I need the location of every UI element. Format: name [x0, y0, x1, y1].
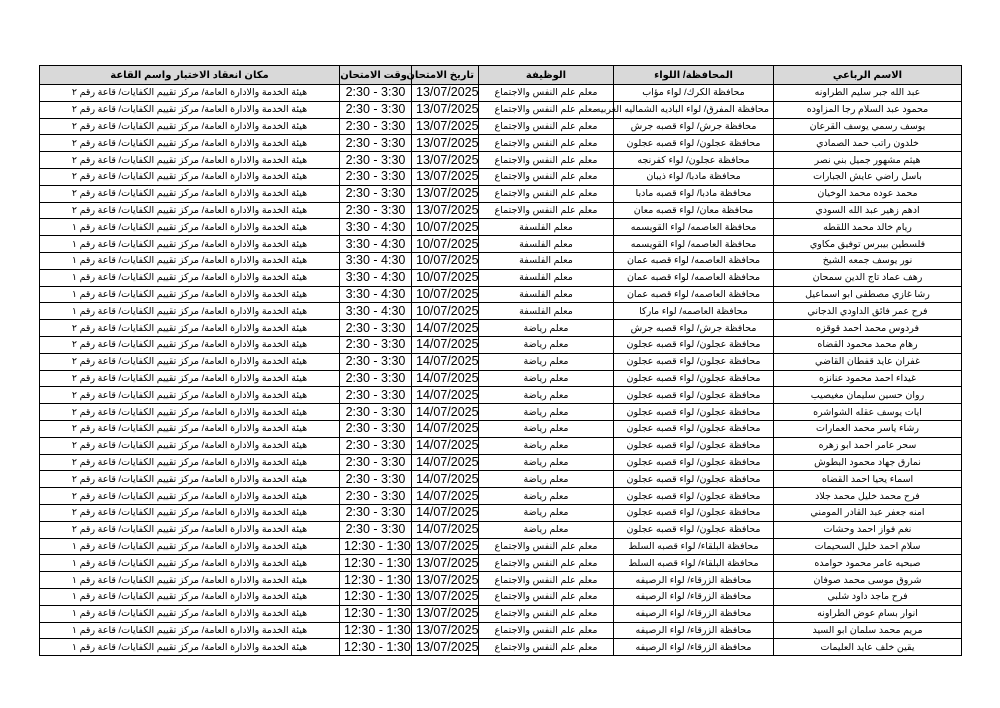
- header-location: مكان انعقاد الاختبار واسم القاعة: [40, 66, 340, 85]
- cell-location: هيئة الخدمة والادارة العامة/ مركز تقييم الكفايات/ قاعة رقم ٢: [40, 404, 340, 421]
- cell-date: 14/07/2025: [412, 387, 479, 404]
- cell-name: رشاء ياسر محمد العمارات: [774, 420, 962, 437]
- cell-date: 14/07/2025: [412, 370, 479, 387]
- cell-date: 10/07/2025: [412, 252, 479, 269]
- table-row: [40, 101, 962, 118]
- cell-location: هيئة الخدمة والادارة العامة/ مركز تقييم الكفايات/ قاعة رقم ٢: [40, 202, 340, 219]
- table-row: [40, 168, 962, 185]
- cell-governorate: محافظة عجلون/ لواء قصبه عجلون: [614, 488, 774, 505]
- cell-location: هيئة الخدمة والادارة العامة/ مركز تقييم الكفايات/ قاعة رقم ١: [40, 252, 340, 269]
- table-row: [40, 437, 962, 454]
- table-row: [40, 286, 962, 303]
- cell-time: 12:30 - 1:30: [340, 588, 412, 605]
- table-row: [40, 622, 962, 639]
- cell-date: 14/07/2025: [412, 420, 479, 437]
- cell-job: معلم علم النفس والاجتماع: [479, 555, 614, 572]
- cell-time: 3:30 - 4:30: [340, 303, 412, 320]
- table-row: [40, 538, 962, 555]
- cell-name: فرح محمد خليل محمد جلاد: [774, 488, 962, 505]
- cell-job: معلم علم النفس والاجتماع: [479, 135, 614, 152]
- table-row: [40, 219, 962, 236]
- header-job: الوظيفة: [479, 66, 614, 85]
- cell-location: هيئة الخدمة والادارة العامة/ مركز تقييم الكفايات/ قاعة رقم ٢: [40, 320, 340, 337]
- table-row: [40, 471, 962, 488]
- cell-job: معلم رياضة: [479, 504, 614, 521]
- cell-time: 12:30 - 1:30: [340, 538, 412, 555]
- cell-name: فلسطين بيبرس توفيق مكاوي: [774, 236, 962, 253]
- cell-name: يقين خلف عايد العليمات: [774, 639, 962, 656]
- cell-location: هيئة الخدمة والادارة العامة/ مركز تقييم الكفايات/ قاعة رقم ٢: [40, 454, 340, 471]
- cell-date: 13/07/2025: [412, 185, 479, 202]
- cell-date: 13/07/2025: [412, 588, 479, 605]
- cell-date: 13/07/2025: [412, 152, 479, 169]
- cell-name: روان حسين سليمان مغيصيب: [774, 387, 962, 404]
- cell-name: ايات يوسف عقله الشواشره: [774, 404, 962, 421]
- cell-governorate: محافظة العاصمه/ لواء قصبه عمان: [614, 286, 774, 303]
- cell-time: 2:30 - 3:30: [340, 118, 412, 135]
- cell-location: هيئة الخدمة والادارة العامة/ مركز تقييم الكفايات/ قاعة رقم ١: [40, 572, 340, 589]
- cell-job: معلم الفلسفة: [479, 269, 614, 286]
- cell-governorate: محافظة الكرك/ لواء مؤاب: [614, 85, 774, 102]
- cell-governorate: محافظة عجلون/ لواء قصبه عجلون: [614, 404, 774, 421]
- cell-location: هيئة الخدمة والادارة العامة/ مركز تقييم الكفايات/ قاعة رقم ٢: [40, 471, 340, 488]
- cell-date: 14/07/2025: [412, 454, 479, 471]
- cell-date: 14/07/2025: [412, 471, 479, 488]
- cell-time: 3:30 - 4:30: [340, 286, 412, 303]
- cell-name: ريام خالد محمد اللقطه: [774, 219, 962, 236]
- cell-time: 2:30 - 3:30: [340, 420, 412, 437]
- cell-date: 13/07/2025: [412, 538, 479, 555]
- cell-location: هيئة الخدمة والادارة العامة/ مركز تقييم الكفايات/ قاعة رقم ٢: [40, 370, 340, 387]
- cell-time: 2:30 - 3:30: [340, 521, 412, 538]
- cell-governorate: محافظة مادبا/ لواء قصبه مادبا: [614, 185, 774, 202]
- cell-date: 14/07/2025: [412, 336, 479, 353]
- table-row: [40, 504, 962, 521]
- cell-location: هيئة الخدمة والادارة العامة/ مركز تقييم الكفايات/ قاعة رقم ٢: [40, 504, 340, 521]
- table-row: [40, 303, 962, 320]
- cell-date: 14/07/2025: [412, 504, 479, 521]
- cell-date: 13/07/2025: [412, 168, 479, 185]
- cell-location: هيئة الخدمة والادارة العامة/ مركز تقييم الكفايات/ قاعة رقم ٢: [40, 521, 340, 538]
- cell-job: معلم علم النفس والاجتماع: [479, 85, 614, 102]
- cell-location: هيئة الخدمة والادارة العامة/ مركز تقييم الكفايات/ قاعة رقم ١: [40, 555, 340, 572]
- cell-governorate: محافظة جرش/ لواء قصبه جرش: [614, 320, 774, 337]
- cell-governorate: محافظة عجلون/ لواء قصبه عجلون: [614, 336, 774, 353]
- cell-governorate: محافظة العاصمه/ لواء القويسمه: [614, 236, 774, 253]
- cell-name: نمارق جهاد محمود البطوش: [774, 454, 962, 471]
- cell-job: معلم رياضة: [479, 454, 614, 471]
- cell-job: معلم علم النفس والاجتماع: [479, 588, 614, 605]
- cell-name: غفران عايد قفطان القاضي: [774, 353, 962, 370]
- cell-time: 2:30 - 3:30: [340, 488, 412, 505]
- cell-name: رهام محمد محمود القضاه: [774, 336, 962, 353]
- cell-time: 12:30 - 1:30: [340, 572, 412, 589]
- cell-date: 10/07/2025: [412, 236, 479, 253]
- cell-date: 14/07/2025: [412, 488, 479, 505]
- cell-job: معلم الفلسفة: [479, 286, 614, 303]
- cell-name: باسل راضي عايش الجبارات: [774, 168, 962, 185]
- cell-date: 13/07/2025: [412, 135, 479, 152]
- cell-time: 12:30 - 1:30: [340, 622, 412, 639]
- table-row: [40, 269, 962, 286]
- cell-job: معلم علم النفس والاجتماع: [479, 118, 614, 135]
- cell-job: معلم رياضة: [479, 353, 614, 370]
- cell-date: 13/07/2025: [412, 555, 479, 572]
- cell-name: يوسف رسمي يوسف القرعان: [774, 118, 962, 135]
- cell-location: هيئة الخدمة والادارة العامة/ مركز تقييم الكفايات/ قاعة رقم ١: [40, 538, 340, 555]
- cell-location: هيئة الخدمة والادارة العامة/ مركز تقييم الكفايات/ قاعة رقم ٢: [40, 101, 340, 118]
- cell-name: خلدون راتب حمد الصمادي: [774, 135, 962, 152]
- cell-time: 2:30 - 3:30: [340, 471, 412, 488]
- table-row: [40, 202, 962, 219]
- cell-governorate: محافظة الزرقاء/ لواء الرصيفه: [614, 605, 774, 622]
- cell-time: 2:30 - 3:30: [340, 320, 412, 337]
- cell-time: 2:30 - 3:30: [340, 202, 412, 219]
- cell-time: 2:30 - 3:30: [340, 185, 412, 202]
- cell-location: هيئة الخدمة والادارة العامة/ مركز تقييم الكفايات/ قاعة رقم ٢: [40, 353, 340, 370]
- cell-governorate: محافظة البلقاء/ لواء قصبه السلط: [614, 538, 774, 555]
- cell-job: معلم رياضة: [479, 320, 614, 337]
- cell-location: هيئة الخدمة والادارة العامة/ مركز تقييم الكفايات/ قاعة رقم ٢: [40, 135, 340, 152]
- header-governorate: المحافظة/ اللواء: [614, 66, 774, 85]
- cell-location: هيئة الخدمة والادارة العامة/ مركز تقييم الكفايات/ قاعة رقم ٢: [40, 420, 340, 437]
- cell-name: غيداء احمد محمود عنانزه: [774, 370, 962, 387]
- cell-location: هيئة الخدمة والادارة العامة/ مركز تقييم الكفايات/ قاعة رقم ١: [40, 588, 340, 605]
- cell-name: شروق موسى محمد صوفان: [774, 572, 962, 589]
- cell-time: 2:30 - 3:30: [340, 101, 412, 118]
- cell-name: فرح ماجد داود شلبي: [774, 588, 962, 605]
- cell-governorate: محافظة العاصمه/ لواء القويسمه: [614, 219, 774, 236]
- cell-date: 14/07/2025: [412, 353, 479, 370]
- header-row: [40, 66, 962, 85]
- cell-date: 10/07/2025: [412, 286, 479, 303]
- cell-location: هيئة الخدمة والادارة العامة/ مركز تقييم الكفايات/ قاعة رقم ٢: [40, 168, 340, 185]
- cell-job: معلم علم النفس والاجتماع: [479, 605, 614, 622]
- cell-job: معلم رياضة: [479, 370, 614, 387]
- cell-name: ادهم زهير عبد الله السودي: [774, 202, 962, 219]
- cell-date: 14/07/2025: [412, 521, 479, 538]
- cell-name: نغم فواز احمد وحشات: [774, 521, 962, 538]
- cell-time: 3:30 - 4:30: [340, 252, 412, 269]
- cell-name: اسماء يحيا احمد القضاه: [774, 471, 962, 488]
- cell-job: معلم رياضة: [479, 488, 614, 505]
- cell-governorate: محافظة عجلون/ لواء قصبه عجلون: [614, 454, 774, 471]
- table-row: [40, 387, 962, 404]
- cell-time: 3:30 - 4:30: [340, 269, 412, 286]
- cell-name: مريم محمد سلمان ابو السيد: [774, 622, 962, 639]
- cell-location: هيئة الخدمة والادارة العامة/ مركز تقييم الكفايات/ قاعة رقم ١: [40, 269, 340, 286]
- cell-governorate: محافظة العاصمه/ لواء قصبه عمان: [614, 269, 774, 286]
- cell-date: 13/07/2025: [412, 622, 479, 639]
- cell-location: هيئة الخدمة والادارة العامة/ مركز تقييم الكفايات/ قاعة رقم ١: [40, 605, 340, 622]
- cell-job: معلم رياضة: [479, 387, 614, 404]
- cell-location: هيئة الخدمة والادارة العامة/ مركز تقييم الكفايات/ قاعة رقم ٢: [40, 488, 340, 505]
- cell-time: 12:30 - 1:30: [340, 605, 412, 622]
- cell-job: معلم علم النفس والاجتماع: [479, 622, 614, 639]
- cell-time: 2:30 - 3:30: [340, 437, 412, 454]
- cell-governorate: محافظة الزرقاء/ لواء الرصيفه: [614, 639, 774, 656]
- cell-location: هيئة الخدمة والادارة العامة/ مركز تقييم الكفايات/ قاعة رقم ١: [40, 286, 340, 303]
- cell-date: 14/07/2025: [412, 404, 479, 421]
- cell-time: 12:30 - 1:30: [340, 639, 412, 656]
- cell-governorate: محافظة عجلون/ لواء قصبه عجلون: [614, 135, 774, 152]
- header-time: وقت الامتحان: [340, 66, 412, 85]
- cell-job: معلم علم النفس والاجتماع: [479, 639, 614, 656]
- cell-time: 2:30 - 3:30: [340, 85, 412, 102]
- cell-location: هيئة الخدمة والادارة العامة/ مركز تقييم الكفايات/ قاعة رقم ٢: [40, 336, 340, 353]
- table-row: [40, 404, 962, 421]
- cell-time: 2:30 - 3:30: [340, 454, 412, 471]
- cell-time: 2:30 - 3:30: [340, 152, 412, 169]
- cell-governorate: محافظة عجلون/ لواء كفرنجه: [614, 152, 774, 169]
- cell-location: هيئة الخدمة والادارة العامة/ مركز تقييم الكفايات/ قاعة رقم ١: [40, 303, 340, 320]
- cell-governorate: محافظة عجلون/ لواء قصبه عجلون: [614, 471, 774, 488]
- cell-location: هيئة الخدمة والادارة العامة/ مركز تقييم الكفايات/ قاعة رقم ١: [40, 219, 340, 236]
- table-row: [40, 454, 962, 471]
- cell-governorate: محافظة عجلون/ لواء قصبه عجلون: [614, 521, 774, 538]
- cell-date: 13/07/2025: [412, 202, 479, 219]
- cell-governorate: محافظة المفرق/ لواء الباديه الشماليه الغربيه: [614, 101, 774, 118]
- cell-time: 2:30 - 3:30: [340, 404, 412, 421]
- table-row: [40, 152, 962, 169]
- cell-time: 2:30 - 3:30: [340, 353, 412, 370]
- cell-job: معلم رياضة: [479, 404, 614, 421]
- cell-job: معلم الفلسفة: [479, 252, 614, 269]
- cell-location: هيئة الخدمة والادارة العامة/ مركز تقييم الكفايات/ قاعة رقم ١: [40, 236, 340, 253]
- cell-governorate: محافظة عجلون/ لواء قصبه عجلون: [614, 353, 774, 370]
- table-row: [40, 521, 962, 538]
- cell-name: سلام احمد خليل السحيمات: [774, 538, 962, 555]
- cell-time: 2:30 - 3:30: [340, 168, 412, 185]
- cell-governorate: محافظة العاصمه/ لواء قصبه عمان: [614, 252, 774, 269]
- table-row: [40, 320, 962, 337]
- cell-job: معلم علم النفس والاجتماع: [479, 101, 614, 118]
- cell-name: محمد عوده محمد الوخيان: [774, 185, 962, 202]
- cell-date: 13/07/2025: [412, 118, 479, 135]
- cell-governorate: محافظة جرش/ لواء قصبه جرش: [614, 118, 774, 135]
- table-row: [40, 420, 962, 437]
- cell-governorate: محافظة الزرقاء/ لواء الرصيفه: [614, 588, 774, 605]
- cell-governorate: محافظة العاصمه/ لواء ماركا: [614, 303, 774, 320]
- table-row: [40, 252, 962, 269]
- cell-name: صبحيه عامر محمود حوامده: [774, 555, 962, 572]
- cell-date: 13/07/2025: [412, 605, 479, 622]
- cell-location: هيئة الخدمة والادارة العامة/ مركز تقييم الكفايات/ قاعة رقم ١: [40, 622, 340, 639]
- cell-location: هيئة الخدمة والادارة العامة/ مركز تقييم الكفايات/ قاعة رقم ٢: [40, 152, 340, 169]
- table-row: [40, 118, 962, 135]
- cell-name: امنه جعفر عبد القادر المومني: [774, 504, 962, 521]
- cell-job: معلم علم النفس والاجتماع: [479, 572, 614, 589]
- cell-location: هيئة الخدمة والادارة العامة/ مركز تقييم الكفايات/ قاعة رقم ٢: [40, 185, 340, 202]
- cell-job: معلم الفلسفة: [479, 236, 614, 253]
- cell-date: 10/07/2025: [412, 269, 479, 286]
- cell-name: فردوس محمد احمد قوقزه: [774, 320, 962, 337]
- cell-job: معلم رياضة: [479, 437, 614, 454]
- cell-job: معلم الفلسفة: [479, 303, 614, 320]
- cell-name: سحر عامر احمد ابو زهره: [774, 437, 962, 454]
- cell-governorate: محافظة الزرقاء/ لواء الرصيفه: [614, 572, 774, 589]
- cell-date: 14/07/2025: [412, 437, 479, 454]
- cell-name: انوار بسام عوض الطراونه: [774, 605, 962, 622]
- cell-job: معلم رياضة: [479, 336, 614, 353]
- cell-date: 10/07/2025: [412, 303, 479, 320]
- cell-governorate: محافظة معان/ لواء قصبه معان: [614, 202, 774, 219]
- cell-governorate: محافظة مادبا/ لواء ذيبان: [614, 168, 774, 185]
- cell-name: هيثم مشهور جميل بني نصر: [774, 152, 962, 169]
- cell-time: 2:30 - 3:30: [340, 336, 412, 353]
- cell-governorate: محافظة عجلون/ لواء قصبه عجلون: [614, 437, 774, 454]
- cell-location: هيئة الخدمة والادارة العامة/ مركز تقييم الكفايات/ قاعة رقم ٢: [40, 118, 340, 135]
- table-row: [40, 336, 962, 353]
- table-row: [40, 185, 962, 202]
- cell-job: معلم علم النفس والاجتماع: [479, 152, 614, 169]
- cell-job: معلم علم النفس والاجتماع: [479, 185, 614, 202]
- cell-date: 13/07/2025: [412, 572, 479, 589]
- cell-job: معلم رياضة: [479, 420, 614, 437]
- cell-name: فرح عمر فائق الداودي الدجاني: [774, 303, 962, 320]
- cell-location: هيئة الخدمة والادارة العامة/ مركز تقييم الكفايات/ قاعة رقم ٢: [40, 85, 340, 102]
- cell-time: 3:30 - 4:30: [340, 236, 412, 253]
- table-row: [40, 488, 962, 505]
- cell-governorate: محافظة عجلون/ لواء قصبه عجلون: [614, 504, 774, 521]
- table-row: [40, 236, 962, 253]
- cell-governorate: محافظة عجلون/ لواء قصبه عجلون: [614, 370, 774, 387]
- cell-date: 14/07/2025: [412, 320, 479, 337]
- cell-name: رهف عماد تاج الدين سمحان: [774, 269, 962, 286]
- cell-name: عبد الله جبر سليم الطراونه: [774, 85, 962, 102]
- exam-schedule-table: [39, 65, 962, 656]
- cell-location: هيئة الخدمة والادارة العامة/ مركز تقييم الكفايات/ قاعة رقم ٢: [40, 437, 340, 454]
- cell-time: 12:30 - 1:30: [340, 555, 412, 572]
- cell-date: 13/07/2025: [412, 101, 479, 118]
- cell-location: هيئة الخدمة والادارة العامة/ مركز تقييم الكفايات/ قاعة رقم ٢: [40, 387, 340, 404]
- table-row: [40, 353, 962, 370]
- cell-governorate: محافظة عجلون/ لواء قصبه عجلون: [614, 387, 774, 404]
- table-row: [40, 555, 962, 572]
- cell-time: 2:30 - 3:30: [340, 387, 412, 404]
- cell-date: 13/07/2025: [412, 639, 479, 656]
- cell-name: نور يوسف جمعه الشيخ: [774, 252, 962, 269]
- table-row: [40, 85, 962, 102]
- table-row: [40, 605, 962, 622]
- header-name: الاسم الرباعي: [774, 66, 962, 85]
- header-date: تاريخ الامتحان: [412, 66, 479, 85]
- cell-date: 10/07/2025: [412, 219, 479, 236]
- table-body: [40, 85, 962, 656]
- cell-job: معلم علم النفس والاجتماع: [479, 538, 614, 555]
- cell-job: معلم علم النفس والاجتماع: [479, 168, 614, 185]
- cell-job: معلم الفلسفة: [479, 219, 614, 236]
- cell-time: 3:30 - 4:30: [340, 219, 412, 236]
- cell-governorate: محافظة الزرقاء/ لواء الرصيفه: [614, 622, 774, 639]
- cell-job: معلم رياضة: [479, 471, 614, 488]
- cell-date: 13/07/2025: [412, 85, 479, 102]
- cell-governorate: محافظة البلقاء/ لواء قصبه السلط: [614, 555, 774, 572]
- cell-location: هيئة الخدمة والادارة العامة/ مركز تقييم الكفايات/ قاعة رقم ١: [40, 639, 340, 656]
- cell-job: معلم علم النفس والاجتماع: [479, 202, 614, 219]
- cell-job: معلم رياضة: [479, 521, 614, 538]
- table-row: [40, 572, 962, 589]
- cell-name: محمود عبد السلام رجا المزاوده: [774, 101, 962, 118]
- cell-time: 2:30 - 3:30: [340, 370, 412, 387]
- table-row: [40, 135, 962, 152]
- cell-time: 2:30 - 3:30: [340, 504, 412, 521]
- table-row: [40, 588, 962, 605]
- cell-governorate: محافظة عجلون/ لواء قصبه عجلون: [614, 420, 774, 437]
- cell-name: رشا غازي مصطفى ابو اسماعيل: [774, 286, 962, 303]
- table-row: [40, 370, 962, 387]
- table-row: [40, 639, 962, 656]
- cell-time: 2:30 - 3:30: [340, 135, 412, 152]
